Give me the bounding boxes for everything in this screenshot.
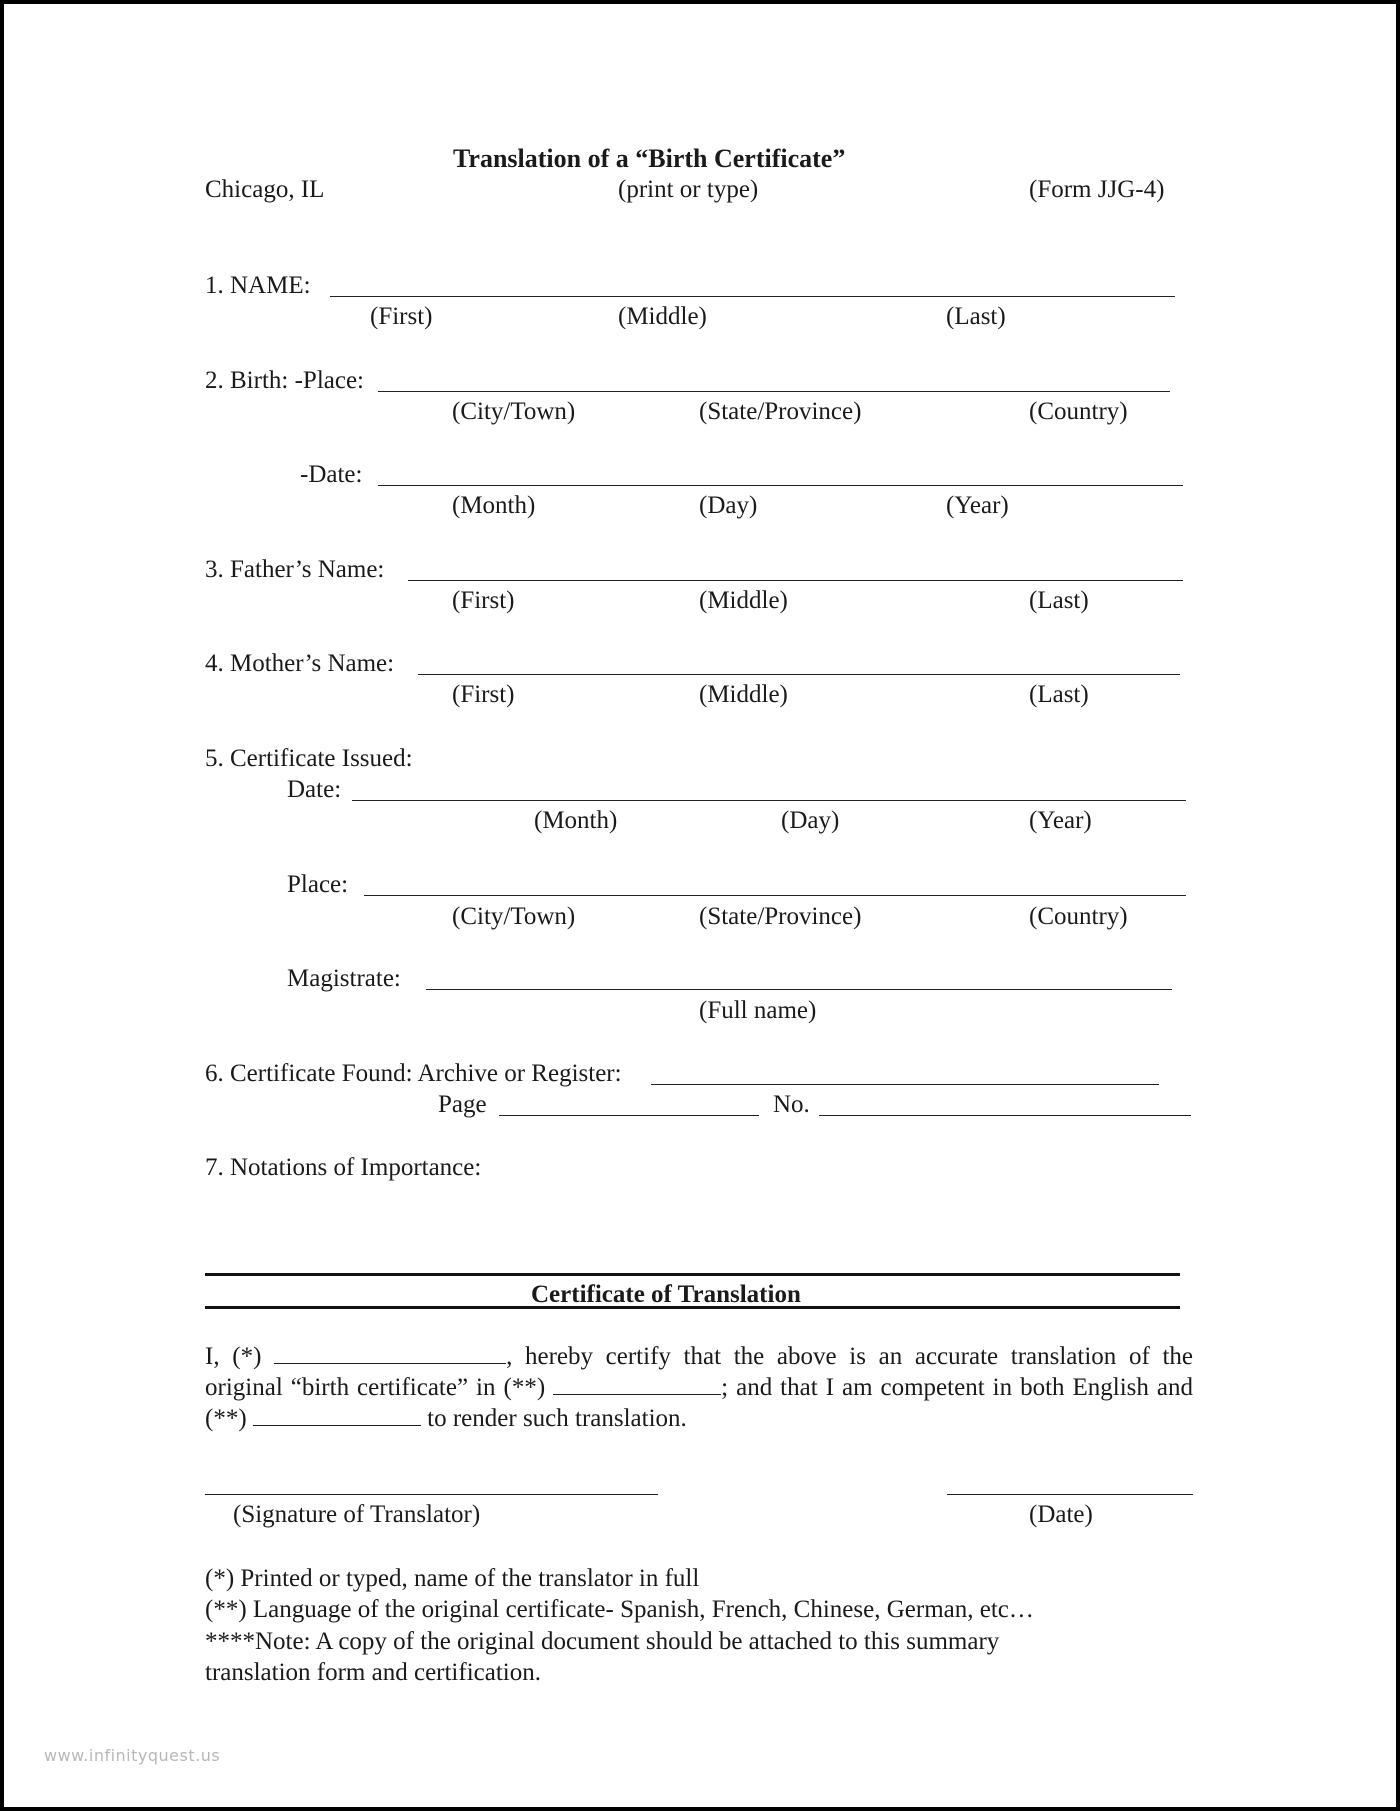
statement-part-2: , hereby certify that the above is an accurate translation of the original “birth certificate” in (**) [205,1343,1193,1401]
statement-part-1: I, (*) [205,1343,262,1370]
issued-year-caption: (Year) [1029,807,1092,834]
page-label: Page [438,1091,487,1118]
signature-caption: (Signature of Translator) [233,1501,481,1528]
name-middle-caption: (Middle) [618,303,707,330]
issued-day-caption: (Day) [781,807,840,834]
issued-date-label: Date: [287,776,342,803]
note-copy: ****Note: A copy of the original document should be attached to this summary [205,1628,1000,1655]
cert-issued-label: 5. Certificate Issued: [205,745,413,772]
number-input-line[interactable] [819,1115,1191,1116]
signature-line[interactable] [205,1494,658,1495]
issued-place-label: Place: [287,871,349,898]
father-input-line[interactable] [408,580,1183,581]
translator-name-blank[interactable] [274,1341,506,1364]
mother-input-line[interactable] [418,674,1180,675]
date-caption: (Date) [1029,1501,1093,1528]
archive-input-line[interactable] [651,1084,1159,1085]
mother-middle-caption: (Middle) [699,681,788,708]
number-label: No. [773,1091,810,1118]
note-translator: (*) Printed or typed, name of the translator in full [205,1565,700,1592]
issued-month-caption: (Month) [534,807,618,834]
birth-place-label: 2. Birth: -Place: [205,367,364,394]
magistrate-input-line[interactable] [426,989,1172,990]
note-language: (**) Language of the original certificate- Spanish, French, Chinese, German, etc… [205,1596,1034,1623]
issued-city-caption: (City/Town) [452,903,576,930]
birth-country-caption: (Country) [1029,398,1128,425]
print-instruction: (print or type) [618,176,759,203]
name-last-caption: (Last) [946,303,1006,330]
page-title: Translation of a “Birth Certificate” [453,144,846,173]
competent-language-blank[interactable] [253,1403,421,1426]
location: Chicago, IL [205,176,325,203]
issued-state-caption: (State/Province) [699,903,862,930]
notations-label: 7. Notations of Importance: [205,1154,482,1181]
name-first-caption: (First) [370,303,433,330]
section-divider-bottom [205,1306,1180,1309]
birth-month-caption: (Month) [452,492,536,519]
birth-date-label: -Date: [300,461,363,488]
watermark: www.infinityquest.us [44,1746,221,1765]
statement-part-3: ; and that I am competent in both English and (**) [205,1374,1193,1432]
page-input-line[interactable] [499,1115,759,1116]
statement-part-4: to render such translation. [427,1405,687,1432]
issued-country-caption: (Country) [1029,903,1128,930]
date-line[interactable] [947,1494,1193,1495]
name-input-line[interactable] [330,296,1175,297]
magistrate-label: Magistrate: [287,965,401,992]
father-middle-caption: (Middle) [699,587,788,614]
birth-year-caption: (Year) [946,492,1009,519]
issued-place-input-line[interactable] [364,895,1186,896]
section-divider-top [205,1273,1180,1276]
birth-place-input-line[interactable] [378,391,1170,392]
mother-first-caption: (First) [452,681,515,708]
father-first-caption: (First) [452,587,515,614]
birth-state-caption: (State/Province) [699,398,862,425]
birth-date-input-line[interactable] [378,485,1183,486]
magistrate-caption: (Full name) [699,997,817,1024]
mother-label: 4. Mother’s Name: [205,650,395,677]
birth-city-caption: (City/Town) [452,398,576,425]
father-label: 3. Father’s Name: [205,556,385,583]
birth-day-caption: (Day) [699,492,758,519]
cert-found-label: 6. Certificate Found: Archive or Register: [205,1060,622,1087]
certificate-statement [205,1341,1193,1434]
name-label: 1. NAME: [205,272,311,299]
father-last-caption: (Last) [1029,587,1089,614]
issued-date-input-line[interactable] [352,800,1186,801]
form-id: (Form JJG-4) [1029,176,1165,203]
certificate-heading: Certificate of Translation [531,1281,801,1308]
mother-last-caption: (Last) [1029,681,1089,708]
original-language-blank[interactable] [553,1372,721,1395]
note-copy-continued: translation form and certification. [205,1659,541,1686]
